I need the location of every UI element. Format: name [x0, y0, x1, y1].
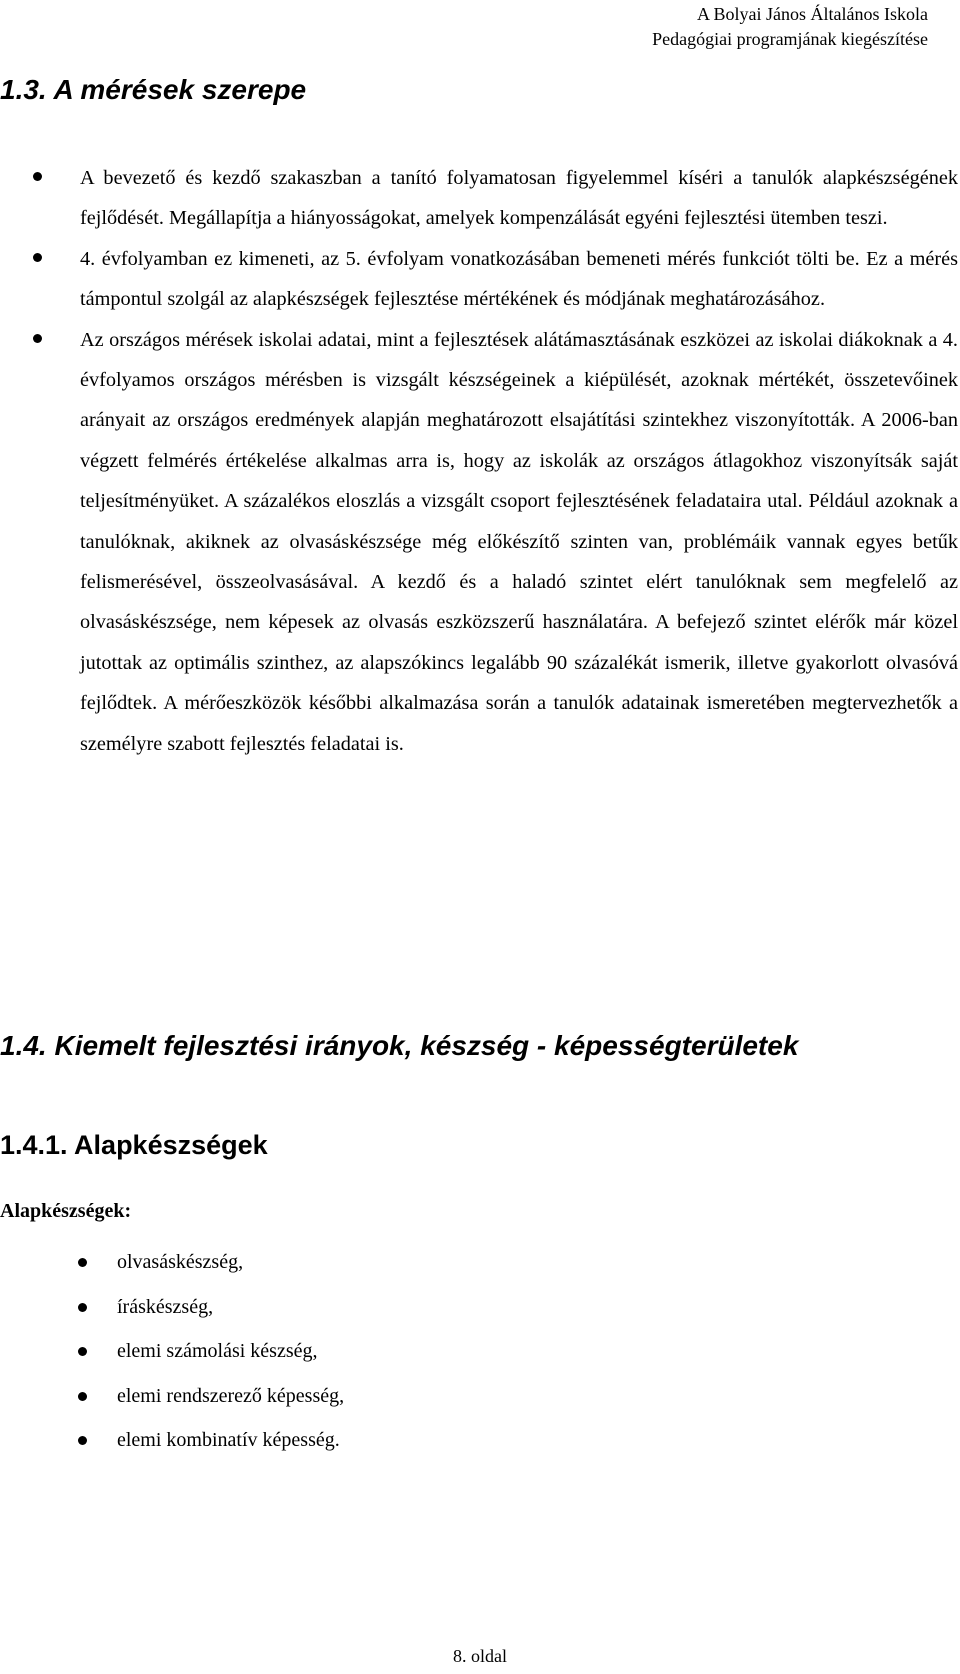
- list-item-text: elemi kombinatív képesség.: [117, 1429, 340, 1452]
- list-item-text: elemi számolási készség,: [117, 1340, 318, 1363]
- header-document-title: Pedagógiai programjának kiegészítése: [652, 29, 928, 49]
- list-item-text: 4. évfolyamban ez kimeneti, az 5. évfolyam vonatkozásában bemeneti mérés funkciót tölti be. Ez a mérés támpontul szolgál az alapkészségek fejlesztése mértékének és módjának meghatározásához.: [80, 247, 958, 311]
- section-heading-1-3: 1.3. A mérések szerepe: [0, 74, 307, 105]
- header-school-name: A Bolyai János Általános Iskola: [697, 4, 928, 24]
- skills-list: [0, 1240, 344, 1463]
- list-item-text: olvasáskészség,: [117, 1251, 244, 1273]
- list-item: [0, 239, 958, 320]
- bullet-dot-icon: [78, 1303, 87, 1312]
- page-header: [652, 2, 928, 52]
- section-heading-1-4: 1.4. Kiemelt fejlesztési irányok, készség - képességterületek: [0, 1030, 799, 1061]
- list-item-text: elemi rendszerező képesség,: [117, 1384, 345, 1407]
- list-item: [0, 1418, 344, 1463]
- bullet-dot-icon: [78, 1258, 87, 1267]
- measurement-bullet-list: [0, 158, 958, 764]
- bullet-dot-icon: [33, 334, 42, 343]
- list-item: [0, 1329, 344, 1374]
- page-number: 8. oldal: [453, 1646, 507, 1666]
- bullet-dot-icon: [78, 1436, 87, 1445]
- list-item: [0, 1240, 344, 1285]
- list-item-text: Az országos mérések iskolai adatai, mint a fejlesztések alátámasztásának eszközei az iskolai diákoknak a 4. évfolyamos országos mérésben is vizsgált készségeinek a kiépülését, azoknak mértékét, összetevőinek arányait az országos eredmények alapján meghatározott elsajátítási szintekhez viszonyították. A 2006-ban végzett felmérés értékelése alkalmas arra is, hogy az iskolák az országos átlagokhoz viszonyítsák saját teljesítményüket. A százalékos eloszlás a vizsgált csoport fejlesztésének feladataira utal. Például azoknak a tanulóknak, akiknek az olvasáskészsége még előkészítő szinten van, problémáik vannak egyes betűk felismerésével, összeolvasásával. A kezdő és a haladó szintet elért tanulóknak sem megfelelő az olvasáskészsége, nem képesek az olvasás eszközszerű használatára. A befejező szintet elérők már közel jutottak az optimális szinthez, az alapszókincs legalább 90 százalékát ismerik, illetve gyakorlott olvasóvá fejlődtek. A mérőeszközök későbbi alkalmazása során a tanulók adatainak ismeretében megtervezhetők a személyre szabott fejlesztés feladatai is.: [80, 328, 958, 755]
- bullet-dot-icon: [78, 1347, 87, 1356]
- skills-label: Alapkészségek:: [0, 1200, 132, 1222]
- list-item-text: íráskészség,: [117, 1295, 214, 1318]
- bullet-dot-icon: [33, 172, 42, 181]
- list-item-text: A bevezető és kezdő szakaszban a tanító folyamatosan figyelemmel kíséri a tanulók alapkészségének fejlődését. Megállapítja a hiányosságokat, amelyek kompenzálását egyéni fejlesztési ütemben teszi.: [80, 167, 958, 230]
- list-item: [0, 1374, 344, 1419]
- list-item: [0, 158, 958, 239]
- section-heading-1-4-1: 1.4.1. Alapkészségek: [0, 1130, 268, 1160]
- bullet-dot-icon: [33, 253, 42, 262]
- bullet-dot-icon: [78, 1392, 87, 1401]
- list-item: [0, 320, 958, 764]
- list-item: [0, 1285, 344, 1330]
